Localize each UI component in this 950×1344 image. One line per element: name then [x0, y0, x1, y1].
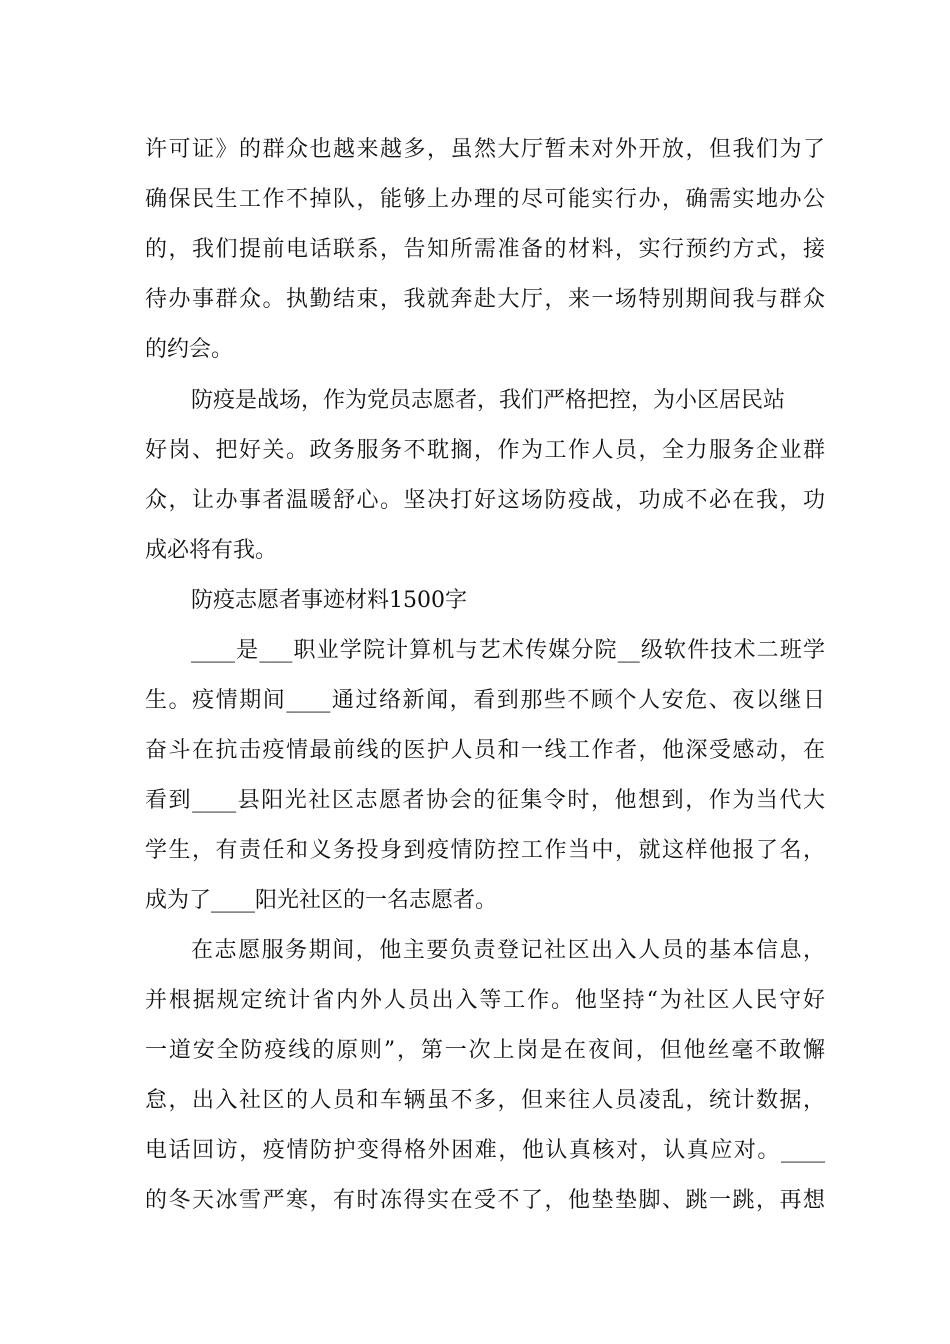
text-line: 电话回访，疫情防护变得格外困难，他认真核对，认真应对。____ [145, 1138, 825, 1163]
text-line: 待办事群众。执勤结束，我就奔赴大厅，来一场特别期间我与群众 [145, 287, 825, 312]
text-line: 看到____县阳光社区志愿者协会的征集令时，他想到，作为当代大 [145, 788, 825, 813]
text-line: 一道安全防疫线的原则”，第一次上岗是在夜间，但他丝毫不敢懈 [145, 1038, 825, 1063]
text-line: 成必将有我。 [145, 538, 278, 563]
text-line: 许可证》的群众也越来越多，虽然大厅暂未对外开放，但我们为了 [145, 137, 825, 162]
paragraph-first-line: 防疫是战场，作为党员志愿者，我们严格把控，为小区居民站 [191, 388, 786, 413]
text-line: 确保民生工作不掉队，能够上办理的尽可能实行办，确需实地办公 [145, 187, 825, 212]
text-line: 的冬天冰雪严寒，有时冻得实在受不了，他垫垫脚、跳一跳，再想 [145, 1188, 825, 1213]
text-line: 成为了____阳光社区的一名志愿者。 [145, 888, 498, 913]
text-line: 的约会。 [145, 337, 234, 362]
text-line: 奋斗在抗击疫情最前线的医护人员和一线工作者，他深受感动，在 [145, 738, 825, 763]
text-line: 怠，出入社区的人员和车辆虽不多，但来往人员凌乱，统计数据， [145, 1088, 825, 1113]
section-heading: 防疫志愿者事迹材料1500字 [191, 588, 467, 613]
text-line: 生。疫情期间____通过络新闻，看到那些不顾个人安危、夜以继日 [145, 688, 825, 713]
text-line: 的，我们提前电话联系，告知所需准备的材料，实行预约方式，接 [145, 237, 825, 262]
text-line: 众，让办事者温暖舒心。坚决打好这场防疫战，功成不必在我，功 [145, 488, 825, 513]
paragraph-first-line: ____是___职业学院计算机与艺术传媒分院__级软件技术二班学 [191, 638, 825, 663]
text-line: 好岗、把好关。政务服务不耽搁，作为工作人员，全力服务企业群 [145, 438, 825, 463]
text-line: 学生，有责任和义务投身到疫情防控工作当中，就这样他报了名， [145, 838, 825, 863]
paragraph-first-line: 在志愿服务期间，他主要负责登记社区出入人员的基本信息， [191, 938, 825, 963]
text-line: 并根据规定统计省内外人员出入等工作。他坚持“为社区人民守好 [145, 988, 825, 1013]
